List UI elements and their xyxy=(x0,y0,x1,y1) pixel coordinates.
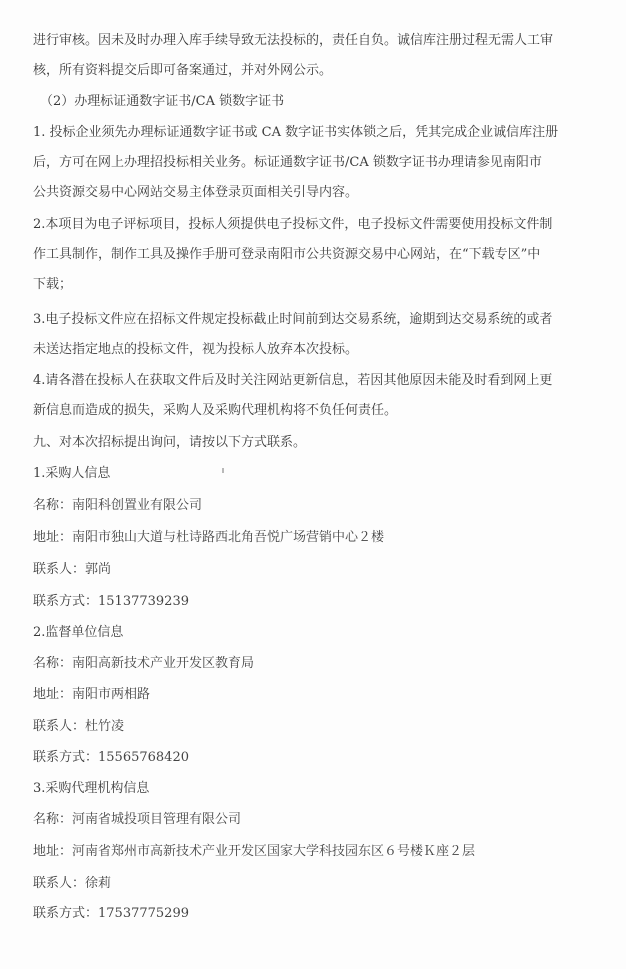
supervisor-contact-row xyxy=(33,718,596,736)
section-9-heading-text: 九、对本次招标提出询问，请按以下方式联系。 xyxy=(33,435,307,450)
agency-name-label: 名称： xyxy=(33,812,73,827)
section-2-heading-text: （2）办理标证通数字证书/CA 锁数字证书 xyxy=(40,94,285,109)
supervisor-phone-row xyxy=(33,749,596,767)
supervisor-contact-label: 联系人： xyxy=(33,719,86,734)
purchaser-heading-text: 1.采购人信息 xyxy=(33,466,111,481)
purchaser-contact-label: 联系人： xyxy=(33,562,86,577)
purchaser-heading xyxy=(33,465,596,483)
purchaser-phone-label: 联系方式： xyxy=(33,594,99,609)
supervisor-phone-value: 15565768420 xyxy=(98,750,189,765)
purchaser-name-row xyxy=(33,497,596,515)
purchaser-name-label: 名称： xyxy=(33,498,73,513)
item-2-line-3: 下载； xyxy=(33,277,73,292)
purchaser-address-label: 地址： xyxy=(33,530,73,545)
agency-phone-row xyxy=(33,905,596,923)
purchaser-phone-row xyxy=(33,593,596,611)
agency-heading-text: 3.采购代理机构信息 xyxy=(33,781,150,796)
purchaser-contact-row xyxy=(33,561,596,579)
section-9-heading xyxy=(33,434,596,452)
item-1-paragraph xyxy=(33,124,596,202)
agency-name-row xyxy=(33,811,596,829)
purchaser-name-value: 南阳科创置业有限公司 xyxy=(72,498,203,513)
agency-address-value: 河南省郑州市高新技术产业开发区国家大学科技园东区６号楼Ｋ座２层 xyxy=(72,844,476,859)
supervisor-heading-text: 2.监督单位信息 xyxy=(33,625,124,640)
item-4-line-1: 4.请各潜在投标人在获取文件后及时关注网站更新信息，若因其他原因未能及时看到网上更 xyxy=(33,373,553,388)
purchaser-address-value: 南阳市独山大道与杜诗路西北角吾悦广场营销中心２楼 xyxy=(72,530,385,545)
supervisor-address-value: 南阳市两相路 xyxy=(72,687,151,702)
purchaser-contact-value: 郭尚 xyxy=(85,562,112,577)
agency-heading xyxy=(33,780,596,798)
supervisor-name-label: 名称： xyxy=(33,656,73,671)
item-3-line-2: 未送达指定地点的投标文件，视为投标人放弃本次投标。 xyxy=(33,342,359,357)
agency-name-value: 河南省城投项目管理有限公司 xyxy=(72,812,242,827)
section-2-heading xyxy=(40,93,596,111)
agency-phone-value: 17537775299 xyxy=(98,906,189,921)
agency-contact-label: 联系人： xyxy=(33,876,86,891)
item-1-line-2: 后，方可在网上办理招投标相关业务。标证通数字证书/CA 锁数字证书办理请参见南阳市 xyxy=(33,155,542,170)
agency-address-row xyxy=(33,843,596,861)
intro-line-1: 进行审核。因未及时办理入库手续导致无法投标的，责任自负。诚信库注册过程无需人工审 xyxy=(33,33,554,48)
purchaser-phone-value: 15137739239 xyxy=(98,594,189,609)
agency-contact-row xyxy=(33,875,596,893)
supervisor-name-row xyxy=(33,655,596,673)
supervisor-name-value: 南阳高新技术产业开发区教育局 xyxy=(72,656,255,671)
supervisor-address-label: 地址： xyxy=(33,687,73,702)
purchaser-address-row xyxy=(33,529,596,547)
intro-line-2: 核，所有资料提交后即可备案通过，并对外网公示。 xyxy=(33,63,333,78)
item-3-paragraph xyxy=(33,311,596,359)
agency-contact-value: 徐莉 xyxy=(85,876,112,891)
item-4-paragraph xyxy=(33,372,596,420)
supervisor-address-row xyxy=(33,686,596,704)
intro-paragraph xyxy=(33,32,596,80)
item-1-line-3: 公共资源交易中心网站交易主体登录页面相关引导内容。 xyxy=(33,185,359,200)
item-2-paragraph xyxy=(33,216,596,294)
item-1-line-1: 1. 投标企业须先办理标证通数字证书或 CA 数字证书实体锁之后，凭其完成企业诚信库注册 xyxy=(33,125,559,140)
agency-phone-label: 联系方式： xyxy=(33,906,99,921)
item-2-line-1: 2.本项目为电子评标项目，投标人须提供电子投标文件，电子投标文件需要使用投标文件制 xyxy=(33,217,553,232)
supervisor-contact-value: 杜竹凌 xyxy=(85,719,125,734)
item-2-line-2: 作工具制作，制作工具及操作手册可登录南阳市公共资源交易中心网站，在“下载专区”中 xyxy=(33,247,541,262)
item-4-line-2: 新信息而造成的损失，采购人及采购代理机构将不负任何责任。 xyxy=(33,403,398,418)
agency-address-label: 地址： xyxy=(33,844,73,859)
item-3-line-1: 3.电子投标文件应在招标文件规定投标截止时间前到达交易系统，逾期到达交易系统的或者 xyxy=(33,312,553,327)
supervisor-heading xyxy=(33,624,596,642)
supervisor-phone-label: 联系方式： xyxy=(33,750,99,765)
